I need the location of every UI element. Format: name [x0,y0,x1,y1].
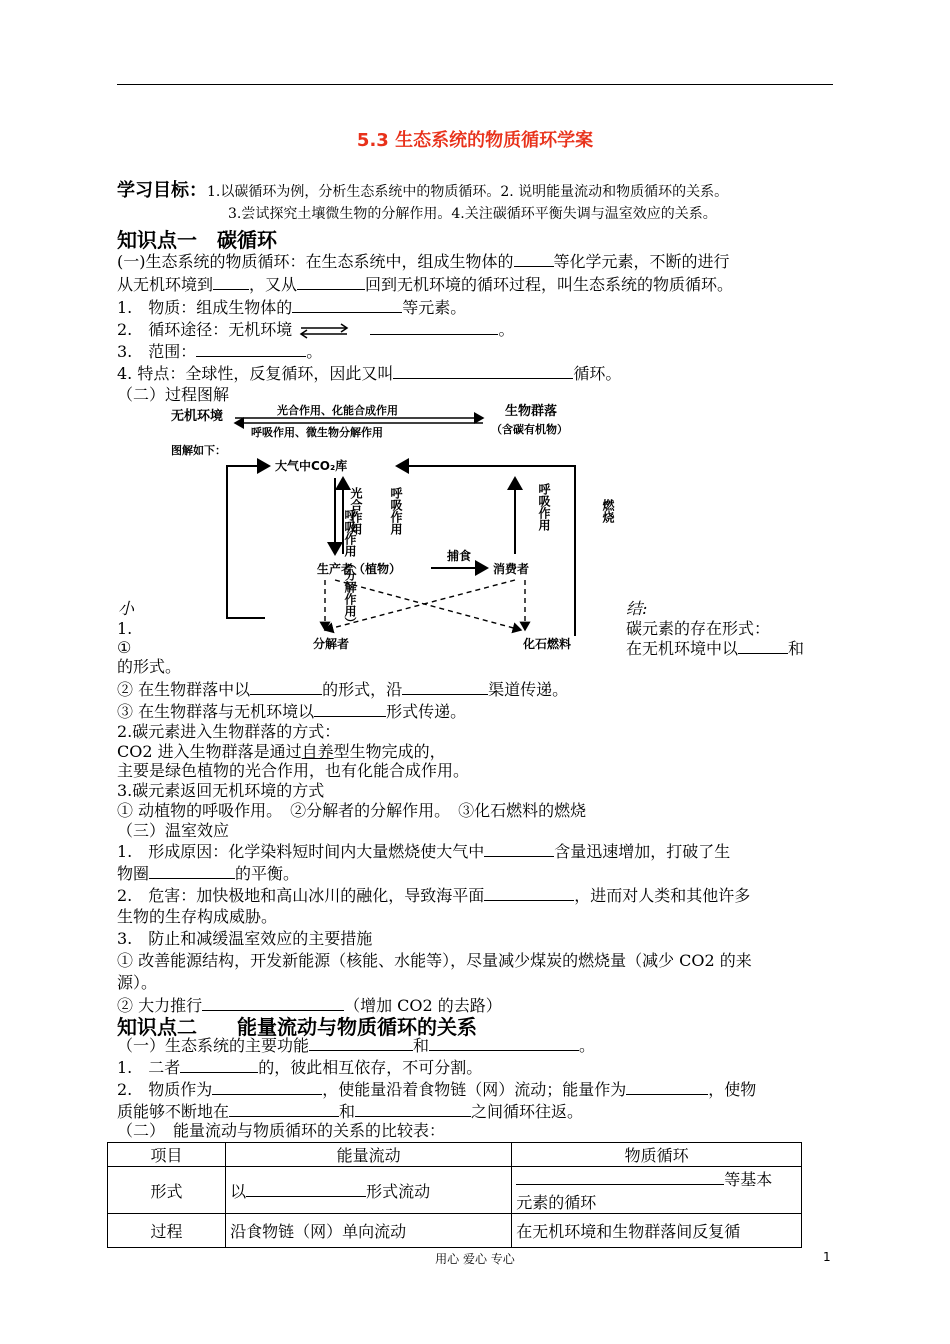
summary-c1-right: 在无机环境中以 和 [626,639,805,658]
greenhouse-2-cont: 生物的生存构成威胁。 [117,907,278,926]
summary-small: 小 [118,599,135,618]
kp1-item2: 2. 循环途径：无机环境 。 [117,320,515,339]
label-top-arrow: 光合作用、化能合成作用 [277,404,398,417]
label-predation: 捕食 [447,549,472,563]
label-respiration2: 呼吸作用 [503,483,551,497]
label-inorganic: 无机环境 [171,409,224,424]
label-decomposer: 分解者 [313,637,350,651]
label-producer: 生产者（植物） [317,562,402,576]
greenhouse-3a: ① 改善能源结构，开发新能源（核能、水能等），尽量减少煤炭的燃烧量（减少 CO2 的来 [117,951,752,970]
greenhouse-2: 2. 危害：加快极地和高山冰川的融化，导致海平面 ，进而对人类和其他许多 [117,886,751,905]
summary-2a: CO2 进入生物群落是通过自养型生物完成的， [117,742,446,761]
kp2-s2: （二） 能量流动与物质循环的关系的比较表： [117,1121,446,1140]
arrow-consumer-to-decomposer [325,580,515,630]
summary-3: 3.碳元素返回无机环境的方式 [117,781,325,800]
summary-c3: ③ 在生物群落与无机环境以 形式传递。 [117,702,467,721]
summary-c1-tail: 的形式。 [117,657,182,676]
label-respiration-decomp: 呼吸作用（分解作用） [237,509,357,523]
kp2-item2: 2. 物质作为 ，使能量沿着食物链（网）流动；能量作为 ，使物 [117,1080,757,1099]
label-caption: 图解如下： [171,444,226,457]
kp1-item1: 1. 物质：组成生物体的 等元素。 [117,298,467,317]
greenhouse-3b: 源）。 [117,973,158,992]
label-combustion: 燃烧 [591,499,615,513]
page-title: 5.3 生态系统的物质循环学案 [356,130,594,151]
page-footer: 用心 爱心 专心 [435,1252,515,1266]
summary-c2: ② 在生物群落中以 的形式，沿 渠道传递。 [117,680,569,699]
objectives-line2: 3.尝试探究土壤微生物的分解作用。4.关注碳循环平衡失调与温室效应的关系。 [228,206,717,222]
page-number: 1 [823,1250,831,1264]
kp2-item2-cont: 质能够不断地在 和 之间循环往返。 [117,1102,584,1121]
double-arrow-icon [297,323,351,339]
arrow-producer-to-fossil [335,580,521,630]
kp1-item3: 3. 范围： 。 [117,342,323,361]
kp1-item4: 4. 特点：全球性，反复循环，因此又叫 循环。 [117,364,622,383]
objectives-label: 学习目标： [117,180,207,201]
label-co2: 大气中CO₂库 [275,459,348,473]
table-row: 形式 以 形式流动 等基本 元素的循环 [108,1167,802,1214]
kp1-s1-line1: (一)生态系统的物质循环：在生态系统中，组成生物体的 等化学元素，不断的进行 [117,252,730,271]
label-photosynthesis: 光合作用 [315,487,363,501]
arrow-decomposer-respiration [227,466,269,618]
greenhouse-1-cont: 物圈 的平衡。 [117,864,300,883]
summary-2b: 主要是绿色植物的光合作用，也有化能合成作用。 [117,761,470,780]
th-matter: 物质循环 [512,1143,802,1167]
comparison-table [107,1142,802,1248]
kp1-s2: （二）过程图解 [117,385,230,404]
label-respiration: 呼吸作用 [355,487,403,501]
table-row: 过程 沿食物链（网）单向流动 在无机环境和生物群落间反复循 [108,1214,802,1248]
label-bottom-arrow: 呼吸作用、微生物分解作用 [251,426,383,439]
summary-1: 1. [117,619,133,638]
summary-1-right: 碳元素的存在形式： [626,619,771,638]
carbon-cycle-diagram [165,398,615,658]
objectives-line1: 学习目标：1.以碳循环为例，分析生态系统中的物质循环。2. 说明能量流动和物质循环的关系。 [117,180,729,201]
summary-2: 2.碳元素进入生物群落的方式： [117,722,341,741]
label-community-note: （含碳有机物） [491,423,568,436]
summary-jie: 结: [626,599,648,618]
table-header-row [108,1143,802,1167]
kp1-s1-line2: 从无机环境到 ，又从 回到无机环境的循环过程，叫生态系统的物质循环。 [117,275,734,294]
kp2-s1: （一）生态系统的主要功能 和 。 [117,1036,596,1055]
greenhouse-3c: ② 大力推行 （增加 CO2 的去路） [117,996,502,1015]
label-fossil: 化石燃料 [523,637,572,651]
kp2-item1: 1. 二者 的，彼此相互依存，不可分割。 [117,1058,483,1077]
greenhouse-heading: （三）温室效应 [117,821,230,840]
summary-c1: ① [117,638,132,657]
greenhouse-3: 3. 防止和减缓温室效应的主要措施 [117,929,373,948]
label-consumer: 消费者 [493,562,530,576]
kp1-heading: 知识点一 碳循环 [117,228,277,252]
header-rule [117,84,833,85]
th-energy: 能量流动 [226,1143,512,1167]
greenhouse-1: 1. 形成原因：化学染料短时间内大量燃烧使大气中 含量迅速增加，打破了生 [117,842,731,861]
label-community: 生物群落 [505,404,558,419]
th-item: 项目 [108,1143,226,1167]
summary-3a: ① 动植物的呼吸作用。 ②分解者的分解作用。 ③化石燃料的燃烧 [117,801,587,820]
kp2-heading: 知识点二 能量流动与物质循环的关系 [117,1015,477,1039]
